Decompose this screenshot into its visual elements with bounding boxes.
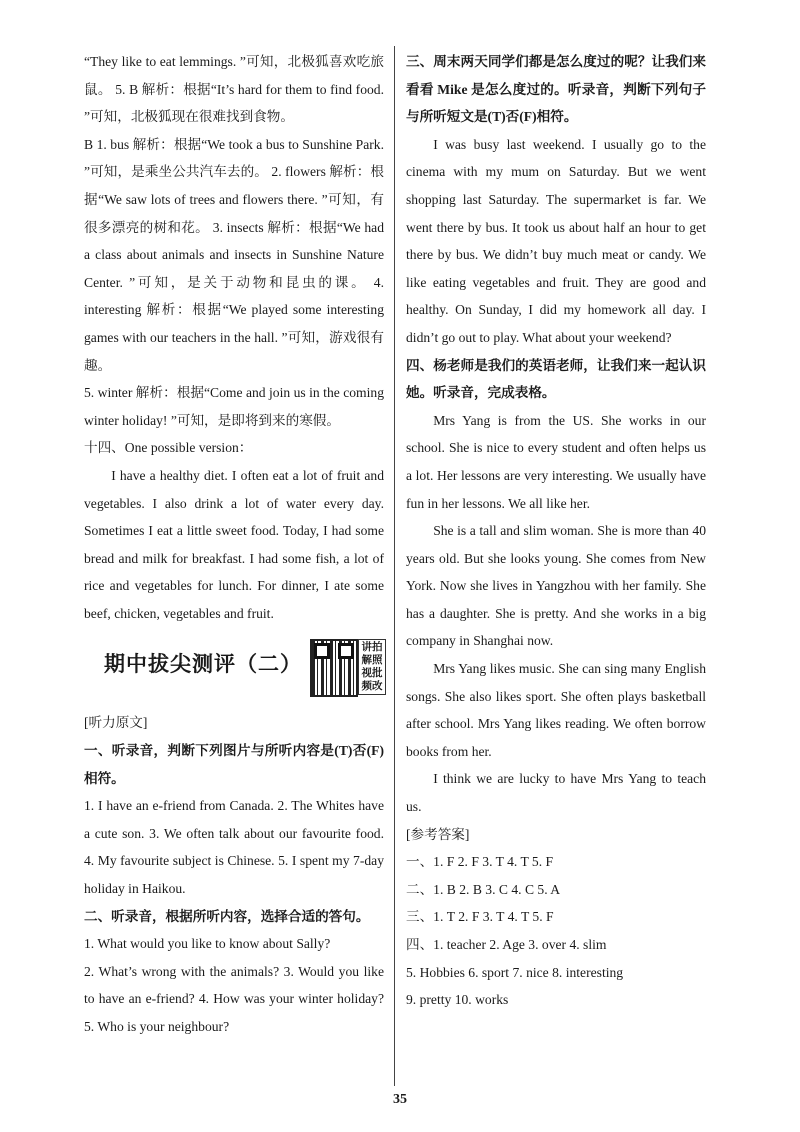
qr-label: 讲拍解照视批频改 xyxy=(358,639,386,695)
section-14-heading: 十四、One possible version： xyxy=(84,440,253,456)
part-4-paragraph: Mrs Yang likes music. She can sing many English songs. She also likes sport. She often plays basketball after school. Mrs Yang likes reading. We often borrow books from her. xyxy=(406,661,706,759)
answer-line: 一、1. F 2. F 3. T 4. T 5. F xyxy=(406,854,554,870)
column-divider xyxy=(394,46,395,1086)
answer-line: 二、1. B 2. B 3. C 4. C 5. A xyxy=(406,881,561,897)
part-2-heading: 二、听录音，根据所听内容，选择合适的答句。 xyxy=(84,908,370,924)
answers-heading: [参考答案] xyxy=(406,826,470,842)
part-4-paragraph: I think we are lucky to have Mrs Yang to teach us. xyxy=(406,771,706,815)
right-column xyxy=(406,48,706,1014)
answer-line: 9. pretty 10. works xyxy=(406,992,509,1008)
answer-key xyxy=(406,848,706,1014)
part-3-heading: 三、周末两天同学们都是怎么度过的呢？让我们来看看 Mike 是怎么度过的。听录音，判断下列句子与所听短文是(T)否(F)相符。 xyxy=(406,54,706,125)
answer-line: 四、1. teacher 2. Age 3. over 4. slim xyxy=(406,937,607,952)
answer-line: 5. Hobbies 6. sport 7. nice 8. interesting xyxy=(406,964,624,980)
title-block xyxy=(84,637,384,701)
part-4-heading: 四、杨老师是我们的英语老师，让我们来一起认识她。听录音，完成表格。 xyxy=(406,357,706,401)
qr-code-icon xyxy=(310,639,358,697)
sample-essay: I have a healthy diet. I often eat a lot of fruit and vegetables. I also drink a lot of water every day. Sometimes I eat a little sweet food. Today, I had some bread and milk for breakfast. I had some fish, a lot of rice and vegetables for lunch. For dinner, I ate some beef, chicken, vegetables and fruit. xyxy=(84,467,384,621)
part-2-text: 2. What’s wrong with the animals? 3. Would you like to have an e-friend? 4. How was your winter holiday? 5. Who is your neighbour? xyxy=(84,963,384,1034)
page-number: 35 xyxy=(393,1092,407,1107)
part-4-paragraph: She is a tall and slim woman. She is more than 40 years old. But she looks young. She comes from New York. Now she lives in Yangzhou with her family. She has a daughter. She is pretty. And she works in a big company in Shanghai now. xyxy=(406,523,706,649)
part-3-text: I was busy last weekend. I usually go to the cinema with my mum on Saturday. But we went shopping last Saturday. The supermarket is far. We went there by bus. It took us about half an hour to get there by bus. We didn’t buy much meat or candy. We like eating vegetables and fruit. They are good and healthy. On Sunday, I did my homework all day. I didn’t go out to play. What about your weekend? xyxy=(406,136,706,345)
left-column xyxy=(84,48,384,1041)
answer-explanation-text: “They like to eat lemmings. ”可知，北极狐喜欢吃旅鼠。 5. B 解析：根据“It’s hard for them to find food. ”可知，北极狐现在很难找到食物。 xyxy=(84,54,384,125)
answer-explanation-text: B 1. bus 解析：根据“We took a bus to Sunshine Park. ”可知，是乘坐公共汽车去的。 2. flowers 解析：根据“We saw lots of trees and flowers there. ”可知，有很多漂亮的树和花。 3. insects 解析：根据“We had a class about animals and insects in Sunshine Nature Center. ”可知，是关于动物和昆虫的课。 4. interesting 解析：根据“We played some interesting games with our teachers in the hall. ”可知，游戏很有趣。 xyxy=(84,136,384,373)
page-title: 期中拔尖测评（二） xyxy=(104,652,302,677)
part-1-heading: 一、听录音，判断下列图片与所听内容是(T)否(F)相符。 xyxy=(84,743,384,786)
part-1-text: 1. I have an e-friend from Canada. 2. The Whites have a cute son. 3. We often talk about our favourite food. 4. My favourite subject is Chinese. 5. I spent my 7-day holiday in Haikou. xyxy=(84,798,384,897)
listening-heading: [听力原文] xyxy=(84,715,148,731)
answer-line: 三、1. T 2. F 3. T 4. T 5. F xyxy=(406,909,554,925)
answer-explanation-text: 5. winter 解析：根据“Come and join us in the coming winter holiday! ”可知，是即将到来的寒假。 xyxy=(84,385,384,428)
part-4-paragraph: Mrs Yang is from the US. She works in our school. She is nice to every student and often helps us a lot. Her lessons are very interesting. We usually have fun in her lessons. We all like her. xyxy=(406,412,706,511)
part-2-text: 1. What would you like to know about Sally? xyxy=(84,936,331,952)
